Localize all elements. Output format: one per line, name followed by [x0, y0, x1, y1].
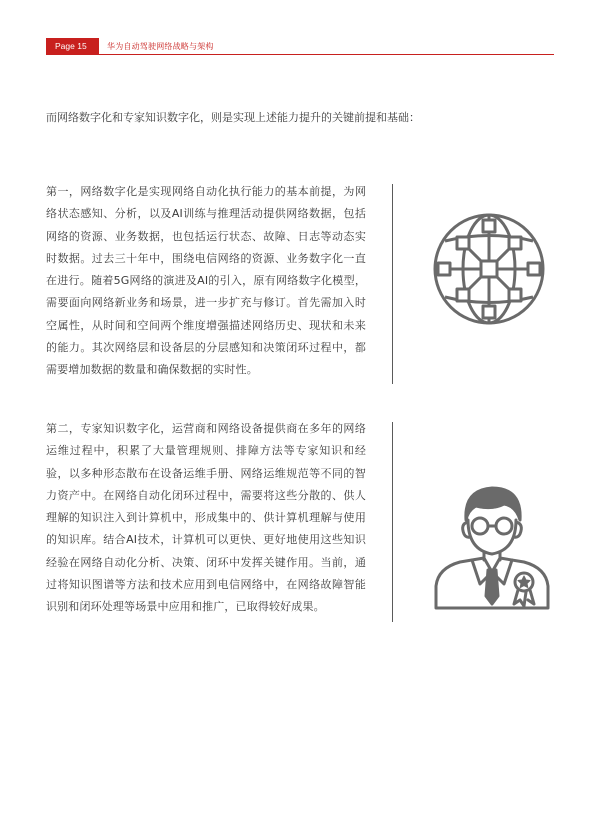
network-globe-icon [428, 208, 550, 330]
section-network-digitization: 第一，网络数字化是实现网络自动化执行能力的基本前提，为网络状态感知、分析，以及AI训练与推理活动提供网络数据，包括网络的资源、业务数据，也包括运行状态、故障、日志等动态实时数据。过去三十年中，围绕电信网络的资源、业务数字化一直在进行。随着5G网络的演进及AI的引入，原有网络数字化模型，需要面向网络新业务和场景，进一步扩充与修订。首先需加入时空属性，从时间和空间两个维度增强描述网络历史、现状和未来的能力。其次网络层和设备层的分层感知和决策闭环过程中，都需要增加数据的数量和确保数据的实时性。 [46, 185, 366, 377]
page-header [0, 38, 600, 58]
section-divider [392, 184, 393, 384]
section-divider [392, 422, 393, 622]
section-expert-knowledge-digitization: 第二，专家知识数字化，运营商和网络设备提供商在多年的网络运维过程中，积累了大量管理规则、排障方法等专家知识和经验，以多种形态散布在设备运维手册、网络运维规范等不同的智力资产中。在网络自动化闭环过程中，需要将这些分散的、供人理解的知识注入到计算机中，形成集中的、供计算机理解与使用的知识库。结合AI技术，计算机可以更快、更好地使用这些知识经验在网络自动化分析、决策、闭环中发挥关键作用。当前，通过将知识图谱等方法和技术应用到电信网络中，在网络故障智能识别和闭环处理等场景中应用和推广，已取得较好成果。 [46, 422, 366, 614]
document-title: 华为自动驾驶网络战略与架构 [107, 42, 214, 51]
page-number-tab: Page 15 [46, 38, 99, 55]
expert-person-icon [430, 480, 554, 612]
intro-paragraph: 而网络数字化和专家知识数字化，则是实现上述能力提升的关键前提和基础： [46, 111, 420, 124]
header-rule [46, 54, 554, 55]
